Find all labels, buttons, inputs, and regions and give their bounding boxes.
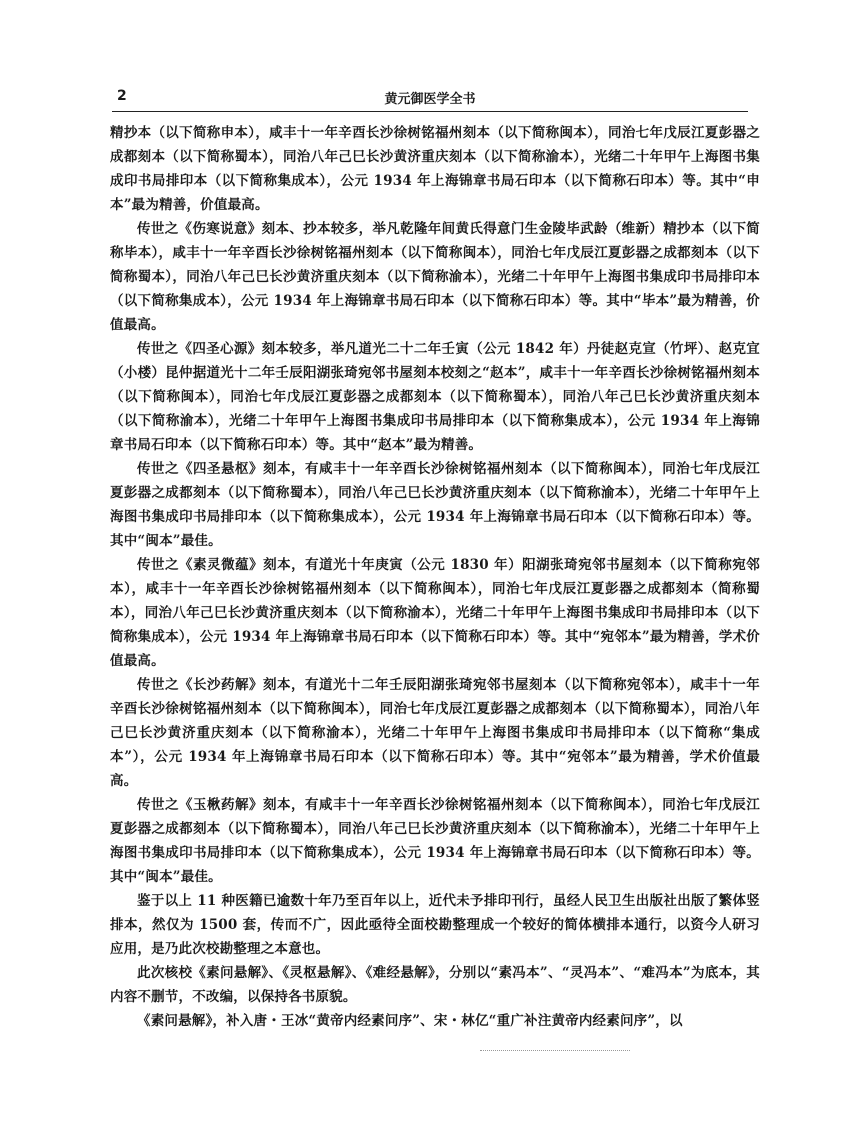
body-text xyxy=(110,121,760,1033)
paragraph: 精抄本（以下简称申本），咸丰十一年辛酉长沙徐树铭福州刻本（以下简称闽本），同治七年戊辰江夏彭器之成都刻本（以下简称蜀本），同治八年己巳长沙黄济重庆刻本（以下简称渝本），光绪二十年甲午上海图书集成印书局排印本（以下简称集成本），公元 1934 年上海锦章书局石印本（以下简称石印本）等。其中“申本”最为精善，价值最高。 xyxy=(110,125,760,213)
paragraph: 《素问悬解》，补入唐・王冰“黄帝内经素问序”、宋・林亿“重广补注黄帝内经素问序”，以 xyxy=(137,1013,683,1029)
paragraph: 传世之《四圣心源》刻本较多，举凡道光二十二年壬寅（公元 1842 年）丹徒赵克宣（竹坪）、赵克宜（小楼）昆仲据道光十二年壬辰阳湖张琦宛邻书屋刻本校刻之“赵本”，咸丰十一年辛酉长沙徐树铭福州刻本（以下简称闽本），同治七年戊辰江夏彭器之成都刻本（以下简称蜀本），同治八年己巳长沙黄济重庆刻本（以下简称渝本），光绪二十年甲午上海图书集成印书局排印本（以下简称集成本），公元 1934 年上海锦章书局石印本（以下简称石印本）等。其中“赵本”最为精善。 xyxy=(110,341,760,453)
paragraph: 此次核校《素问悬解》、《灵枢悬解》、《难经悬解》，分别以“素冯本”、“灵冯本”、“难冯本”为底本，其内容不删节，不改编，以保持各书原貌。 xyxy=(110,965,760,1005)
book-title: 黄元御医学全书 xyxy=(384,92,476,107)
paragraph: 传世之《伤寒说意》刻本、抄本较多，举凡乾隆年间黄氏得意门生金陵毕武龄（维新）精抄本（以下简称毕本），咸丰十一年辛酉长沙徐树铭福州刻本（以下简称闽本），同治七年戊辰江夏彭器之成都刻本（以下简称蜀本），同治八年己巳长沙黄济重庆刻本（以下简称渝本），光绪二十年甲午上海图书集成印书局排印本（以下简称集成本），公元 1934 年上海锦章书局石印本（以下简称石印本）等。其中“毕本”最为精善，价值最高。 xyxy=(110,221,760,333)
paragraph: 传世之《四圣悬枢》刻本，有咸丰十一年辛酉长沙徐树铭福州刻本（以下简称闽本），同治七年戊辰江夏彭器之成都刻本（以下简称蜀本），同治八年己巳长沙黄济重庆刻本（以下简称渝本），光绪二十年甲午上海图书集成印书局排印本（以下简称集成本），公元 1934 年上海锦章书局石印本（以下简称石印本）等。其中“闽本”最佳。 xyxy=(110,461,760,549)
paragraph: 传世之《素灵微蕴》刻本，有道光十年庚寅（公元 1830 年）阳湖张琦宛邻书屋刻本（以下简称宛邻本），咸丰十一年辛酉长沙徐树铭福州刻本（以下简称闽本），同治七年戊辰江夏彭器之成都刻本（简称蜀本），同治八年己巳长沙黄济重庆刻本（以下简称渝本），光绪二十年甲午上海图书集成印书局排印本（以下简称集成本），公元 1934 年上海锦章书局石印本（以下简称石印本）等。其中“宛邻本”最为精善，学术价值最高。 xyxy=(110,557,760,669)
paragraph: 传世之《玉楸药解》刻本，有咸丰十一年辛酉长沙徐树铭福州刻本（以下简称闽本），同治七年戊辰江夏彭器之成都刻本（以下简称蜀本），同治八年己巳长沙黄济重庆刻本（以下简称渝本），光绪二十年甲午上海图书集成印书局排印本（以下简称集成本），公元 1934 年上海锦章书局石印本（以下简称石印本）等。其中“闽本”最佳。 xyxy=(110,797,760,885)
scan-artifact xyxy=(480,1050,630,1055)
running-header xyxy=(112,88,748,110)
page-number: 2 xyxy=(117,88,127,104)
paragraph: 鉴于以上 11 种医籍已逾数十年乃至百年以上，近代未予排印刊行，虽经人民卫生出版社出版了繁体竖排本，然仅为 1500 套，传而不广，因此亟待全面校勘整理成一个较好的简体横排本通行，以资今人研习应用，是乃此次校勘整理之本意也。 xyxy=(110,893,760,957)
paragraph: 传世之《长沙药解》刻本，有道光十二年壬辰阳湖张琦宛邻书屋刻本（以下简称宛邻本），咸丰十一年辛酉长沙徐树铭福州刻本（以下简称闽本），同治七年戊辰江夏彭器之成都刻本（以下简称蜀本），同治八年己巳长沙黄济重庆刻本（以下简称渝本），光绪二十年甲午上海图书集成印书局排印本（以下简称“集成本”），公元 1934 年上海锦章书局石印本（以下简称石印本）等。其中“宛邻本”最为精善，学术价值最高。 xyxy=(110,677,760,789)
header-rule xyxy=(112,111,748,112)
